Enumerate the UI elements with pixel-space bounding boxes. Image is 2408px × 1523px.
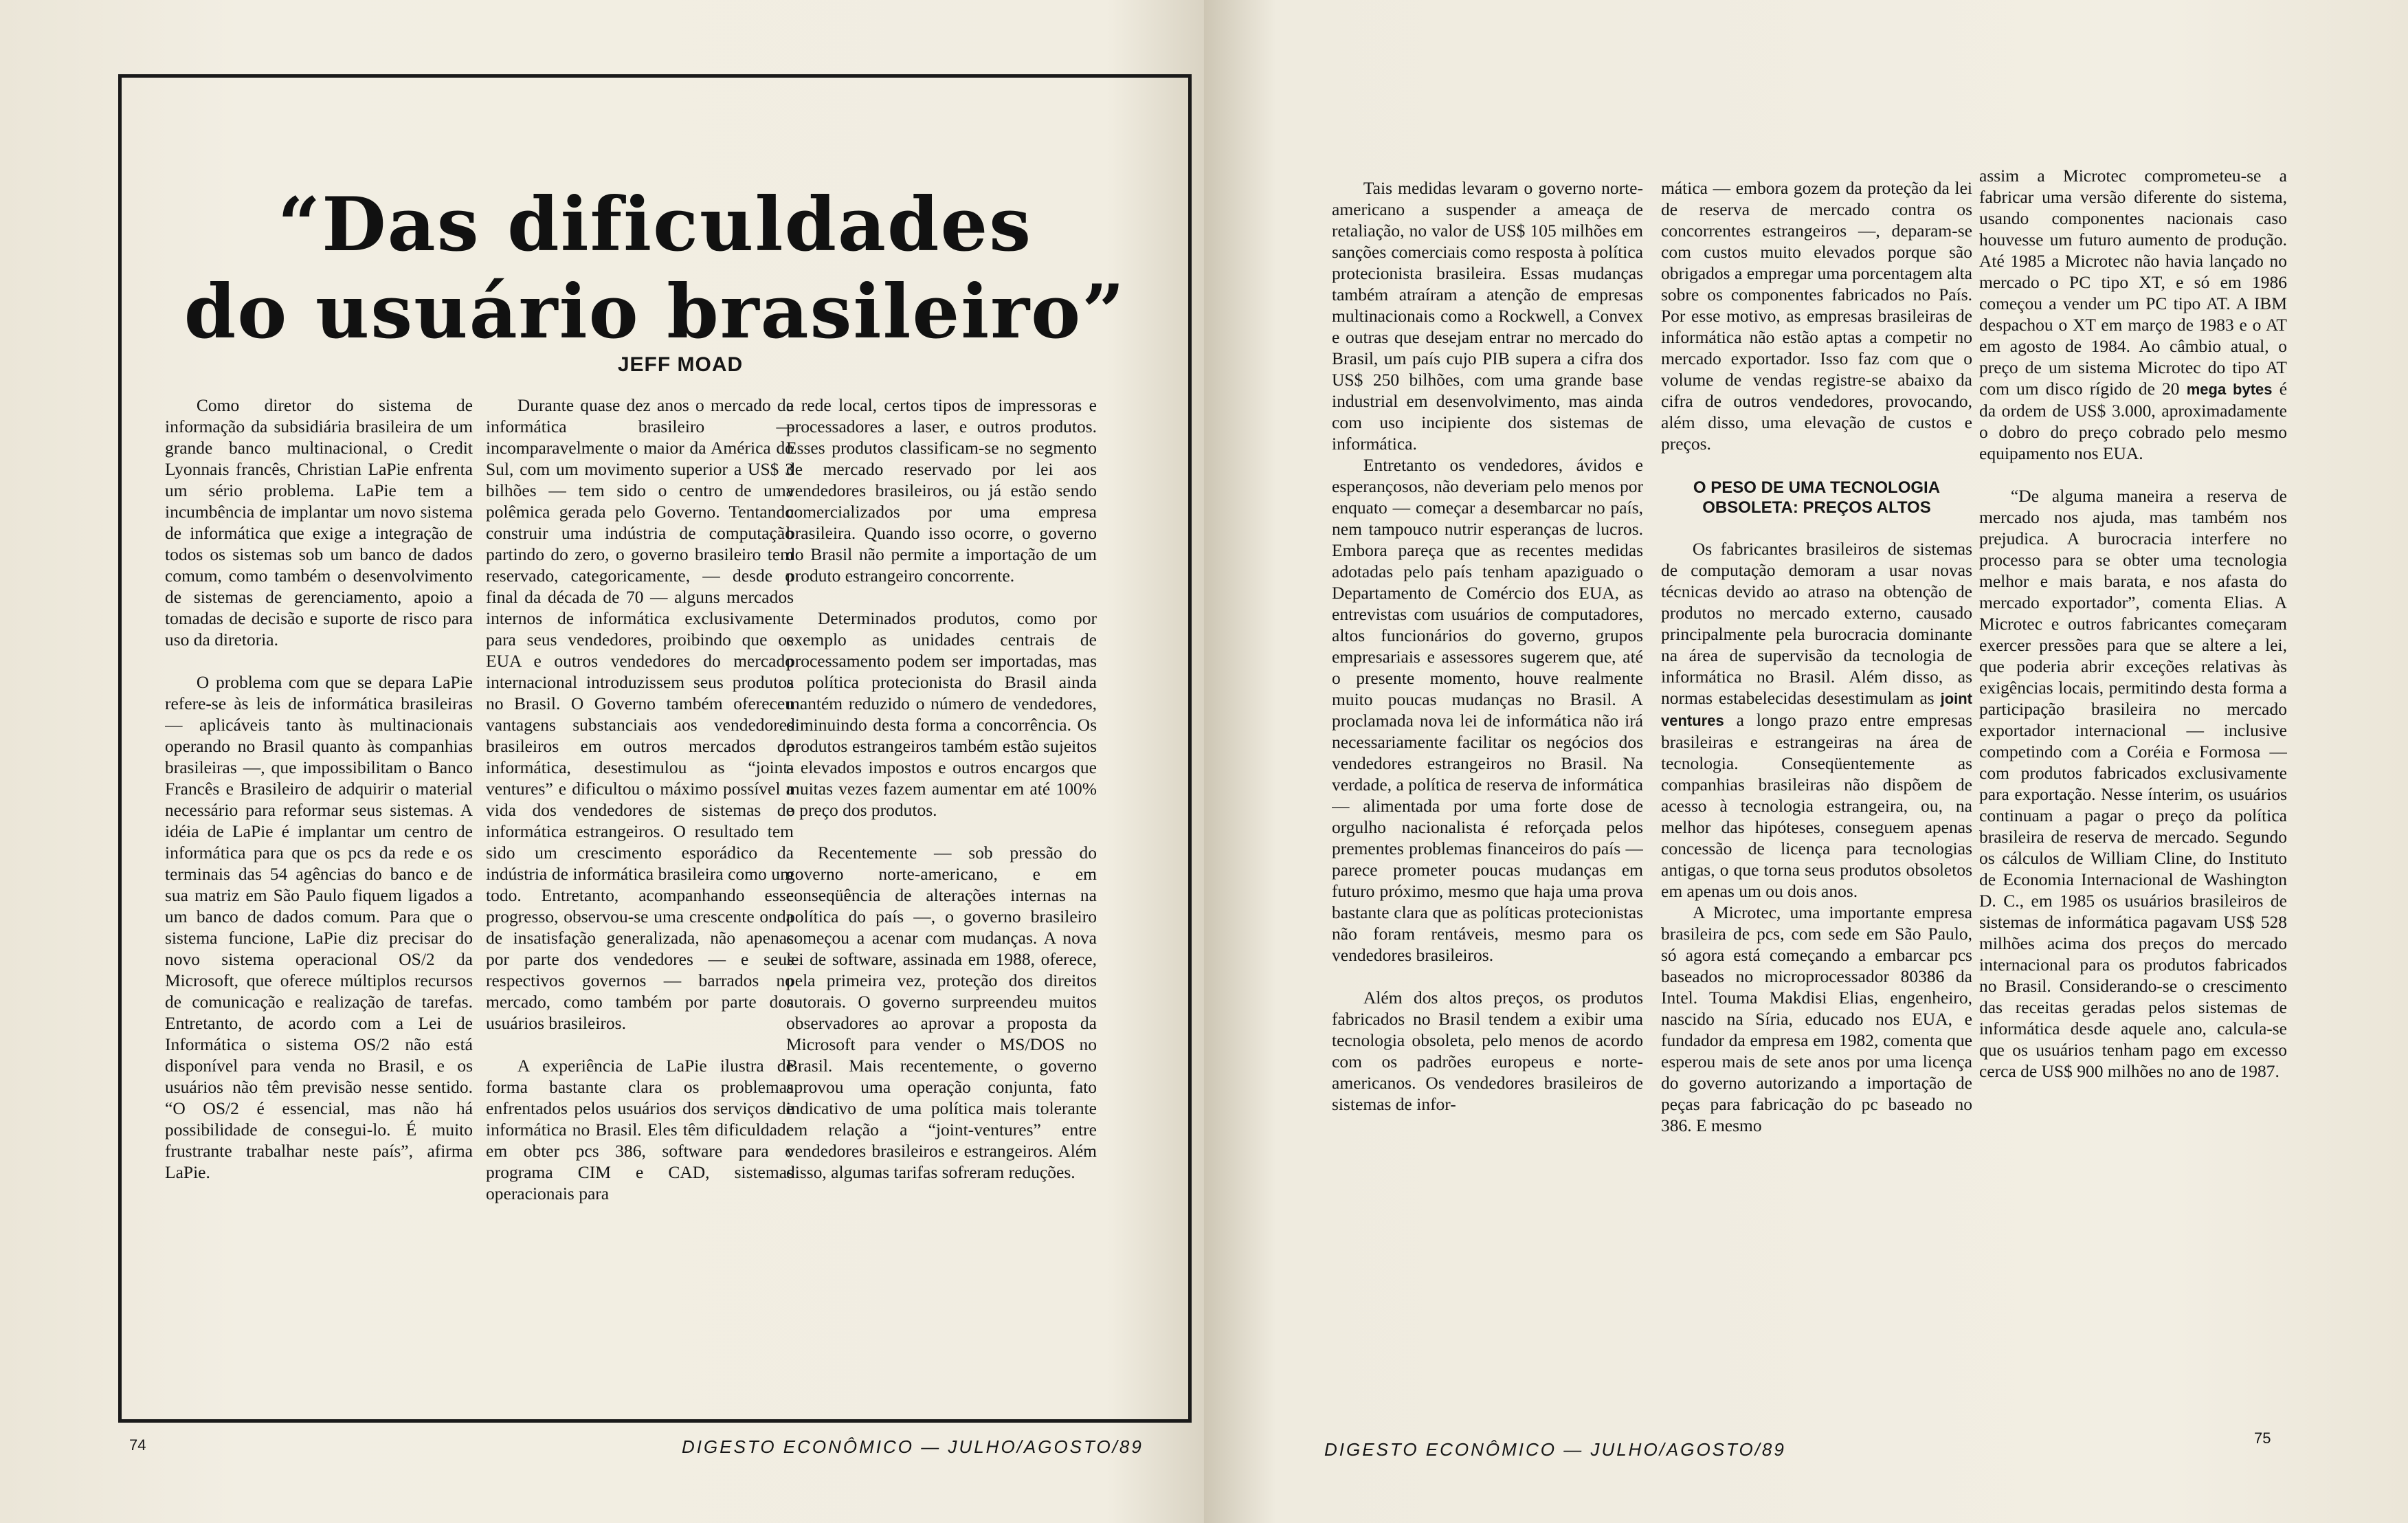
paragraph: A Microtec, uma importante empresa brasileira de pcs, com sede em São Paulo, só agora está começando a embarcar pcs baseados no microprocessador 80386 da Intel. Touma Makdisi Elias, engenheiro, nascido na Síria, educado nos EUA, e fundador da empresa em 1982, comenta que esperou mais de sete anos por uma licença do governo autorizando a importação de peças para fabricação do pc baseado no 386. E mesmo xyxy=(1661,902,1972,1135)
paragraph: Entretanto os vendedores, ávidos e esperançosos, não deveriam pelo menos por enquato — começar a desembarcar no país, nem tampouco nutrir esperanças de lucros. Embora pareça que as recentes medidas adotadas pelo país tenham apaziguado o Departamento de Comércio dos EUA, as entrevistas com usuários de computadores, altos funcionários do governo, grupos empresariais e assessores sugerem que, até o presente momento, houve realmente muito poucas mudanças no Brasil. A proclamada nova lei de informática não irá necessariamente facilitar os negócios dos vendedores estrangeiros no Brasil. Na verdade, a política de reserva de informática — alimentada por uma forte dose de orgulho nacionalista é reforçada pelos prementes problemas financeiros do país — parece prometer poucas mudanças em futuro próximo, mesmo que haja uma prova bastante clara que as políticas protecionistas não foram rentáveis, mesmo para os vendedores brasileiros. xyxy=(1332,455,1643,965)
paragraph: Como diretor do sistema de informação da subsidiária brasileira de um grande banco multinacional, o Credit Lyonnais francês, Christian LaPie enfrenta um sério problema. LaPie tem a incumbência de implantar um novo sistema de informática que exige a integração de todos os sistemas sob um banco de dados comum, como também o desenvolvimento de sistemas de gerenciamento, apoio a tomadas de decisão e suporte de risco para uso da diretoria. xyxy=(165,395,473,649)
headline-line-1: “Das dificuldades xyxy=(277,181,1033,268)
column-4 xyxy=(1332,177,1643,1414)
byline: JEFF MOAD xyxy=(617,353,744,376)
page-number-right: 75 xyxy=(2254,1430,2271,1447)
column-2 xyxy=(486,394,794,1425)
page-number-left: 74 xyxy=(129,1436,146,1454)
headline-line-2: do usuário brasileiro” xyxy=(183,269,1126,355)
footer-left: DIGESTO ECONÔMICO — JULHO/AGOSTO/89 xyxy=(682,1436,1144,1457)
subheading: O PESO DE UMA TECNOLOGIA OBSOLETA: PREÇOS ALTOS xyxy=(1693,478,1941,517)
paragraph xyxy=(1661,538,1972,902)
paragraph: a rede local, certos tipos de impressoras e processadores a laser, e outros produtos. Esses produtos classificam-se no segmento de mercado reservado por lei aos vendedores brasileiros, ou já estão sendo comercializados por uma empresa brasileira. Quando isso ocorre, o governo do Brasil não permite a importação de um produto estrangeiro concorrente. xyxy=(786,395,1097,586)
paragraph: Recentemente — sob pressão do governo norte-americano, e em conseqüência de alterações internas na política do país —, o governo brasileiro começou a acenar com mudanças. A nova lei de software, assinada em 1988, oferece, pela primeira vez, proteção dos direitos autorais. O governo surpreendeu muitos observadores ao aprovar a proposta da Microsoft para vender o MS/DOS no Brasil. Mais recentemente, o governo aprovou uma operação conjunta, fato indicativo de uma política mais tolerante em relação a “joint-ventures” entre vendedores brasileiros e estrangeiros. Além disso, algumas tarifas sofreram reduções. xyxy=(786,843,1097,1182)
bold-term: joint ventures xyxy=(1661,690,1972,729)
paragraph: Além dos altos preços, os produtos fabricados no Brasil tendem a exibir uma tecnologia obsoleta, pelo menos de acordo com os padrões europeus e norte-americanos. Os vendedores brasileiros de sistemas de infor- xyxy=(1332,988,1643,1114)
paragraph-text: Os fabricantes brasileiros de sistemas de computação demoram a usar novas técnicas devido ao atraso na obtenção de produtos no mercado externo, causado principalmente pela burocracia dominante na área de supervisão da tecnologia de informática no Brasil. Além disso, as normas estabelecidas desestimulam as xyxy=(1661,539,1972,708)
paragraph: Tais medidas levaram o governo norte-americano a suspender a ameaça de retaliação, no valor de US$ 105 milhões em sanções comerciais como resposta à política protecionista brasileira. Essas mudanças também atraíram a atenção de empresas multinacionais como a Rockwell, a Convex e outras que desejam entrar no mercado do Brasil, um país cujo PIB supera a cifra dos US$ 250 bilhões, com uma grande base industrial em desenvolvimento, mas ainda com uso incipiente dos sistemas de informática. xyxy=(1332,178,1643,454)
footer-right: DIGESTO ECONÔMICO — JULHO/AGOSTO/89 xyxy=(1324,1439,1786,1460)
paragraph: “De alguma maneira a reserva de mercado nos ajuda, mas também nos prejudica. A burocracia interfere no processo para se obter uma tecnologia melhor e mais barata, e nos afasta do mercado exportador”, comenta Elias. A Microtec e outros fabricantes começaram exercer pressões para que se altere a lei, que poderia abrir exceções relativas às exigências locais, permitindo desta forma a participação brasileira no mercado exportador internacional — inclusive competindo com a Coréia e Formosa — com produtos fabricados exclusivamente para exportação. Nesse ínterim, os usuários continuam a pagar o preço da política brasileira de reserva de mercado. Segundo os cálculos de William Cline, do Instituto de Economia Internacional de Washington D. C., em 1985 os usuários brasileiros de sistemas de informática pagavam US$ 528 milhões acima dos preços do mercado internacional para os produtos fabricados no Brasil. Considerando-se o crescimento das receitas geradas pelos sistemas de informática desde aquele ano, calcula-se que os usuários tenham pago em excesso cerca de US$ 900 milhões no ano de 1987. xyxy=(1979,486,2287,1081)
paragraph: O problema com que se depara LaPie refere-se às leis de informática brasileiras — aplicáveis tanto às multinacionais operando no Brasil quanto às companhias brasileiras —, que impossibilitam o Banco Francês e Brasileiro de adquirir o material necessário para reformar seus sistemas. A idéia de LaPie é implantar um centro de informática para que os pcs da rede e os terminais das 54 agências do banco e de sua matriz em São Paulo fiquem ligados a um banco de dados comum. Para que o sistema funcione, LaPie diz precisar do novo sistema operacional OS/2 da Microsoft, que oferece múltiplos recursos de comunicação e realização de tarefas. Entretanto, de acordo com a Lei de Informática o sistema OS/2 não está disponível para venda no Brasil, e os usuários não têm previsão nesse sentido. “O OS/2 é essencial, mas não há possibilidade de consegui-lo. É muito frustrante trabalhar neste país”, afirma LaPie. xyxy=(165,672,473,1182)
column-3 xyxy=(786,394,1097,1425)
column-6 xyxy=(1979,165,2287,1416)
paragraph-text: é da ordem de US$ 3.000, aproximadamente o dobro do preço cobrado pelo mesmo equipamento nos EUA. xyxy=(1979,379,2287,463)
paragraph-text: assim a Microtec comprometeu-se a fabricar uma versão diferente do sistema, usando componentes nacionais caso houvesse um futuro aumento de produção. Até 1985 a Microtec não havia lançado no mercado o PC tipo XT, e só em 1986 começou a vender um PC tipo AT. A IBM despachou o XT em março de 1983 e o AT em agosto de 1984. Ao câmbio atual, o preço de um sistema Microtec do tipo AT com um disco rígido de 20 xyxy=(1979,166,2287,399)
paragraph: mática — embora gozem da proteção da lei de reserva de mercado contra os concorrentes estrangeiros —, deparam-se com custos muito elevados porque são obrigados a empregar uma porcentagem alta sobre os componentes fabricados no País. Por esse motivo, as empresas brasileiras de informática não estão aptas a competir no mercado exportador. Isso faz com que o volume de vendas registre-se abaixo da cifra de outros vendedores, provocando, além disso, uma elevação de custos e preços. xyxy=(1661,178,1972,454)
column-1 xyxy=(165,394,473,1425)
column-5 xyxy=(1661,177,1972,1414)
paragraph: Determinados produtos, como por exemplo as unidades centrais de processamento podem ser importadas, mas a política protecionista do Brasil ainda mantém reduzido o número de vendedores, diminuindo desta forma a concorrência. Os produtos estrangeiros também estão sujeitos a elevados impostos e outros encargos que muitas vezes fazem aumentar em até 100% o preço dos produtos. xyxy=(786,608,1097,820)
bold-term: mega bytes xyxy=(2186,381,2273,398)
paragraph: A experiência de LaPie ilustra de forma bastante clara os problemas enfrentados pelos usuários dos serviços de informática no Brasil. Eles têm dificuldade em obter pcs 386, software para o programa CIM e CAD, sistemas operacionais para xyxy=(486,1056,794,1203)
paragraph-text: a longo prazo entre empresas brasileiras e estrangeiras na área de tecnologia. Conseqüentemente as companhias brasileiras não dispõem de acesso à tecnologia estrangeira, ou, na melhor das hipóteses, conseguem apenas concessão de licença para tecnologias antigas, o que torna seus produtos obsoletos em apenas um ou dois anos. xyxy=(1661,710,1972,901)
paragraph xyxy=(1979,165,2287,464)
paragraph: Durante quase dez anos o mercado de informática brasileiro — incomparavelmente o maior da América do Sul, com um movimento superior a US$ 3 bilhões — tem sido o centro de uma polêmica gerada pelo Governo. Tentando construir uma indústria de computação partindo do zero, o governo brasileiro tem reservado, categoricamente, — desde o final da década de 70 — alguns mercados internos de informática exclusivamente para seus vendedores, proibindo que os EUA e outros vendedores do mercado internacional introduzissem seus produtos no Brasil. O Governo também ofereceu vantagens substanciais aos vendedores brasileiros em outros mercados de informática, desestimulou as “joint-ventures” e dificultou o máximo possível a vida dos vendedores de sistemas de informática estrangeiros. O resultado tem sido um crescimento esporádico da indústria de informática brasileira como um todo. Entretanto, acompanhando esse progresso, observou-se uma crescente onda de insatisfação generalizada, não apenas por parte dos vendedores — e seus respectivos governos — barrados no mercado, como também por parte dos usuários brasileiros. xyxy=(486,395,794,1033)
